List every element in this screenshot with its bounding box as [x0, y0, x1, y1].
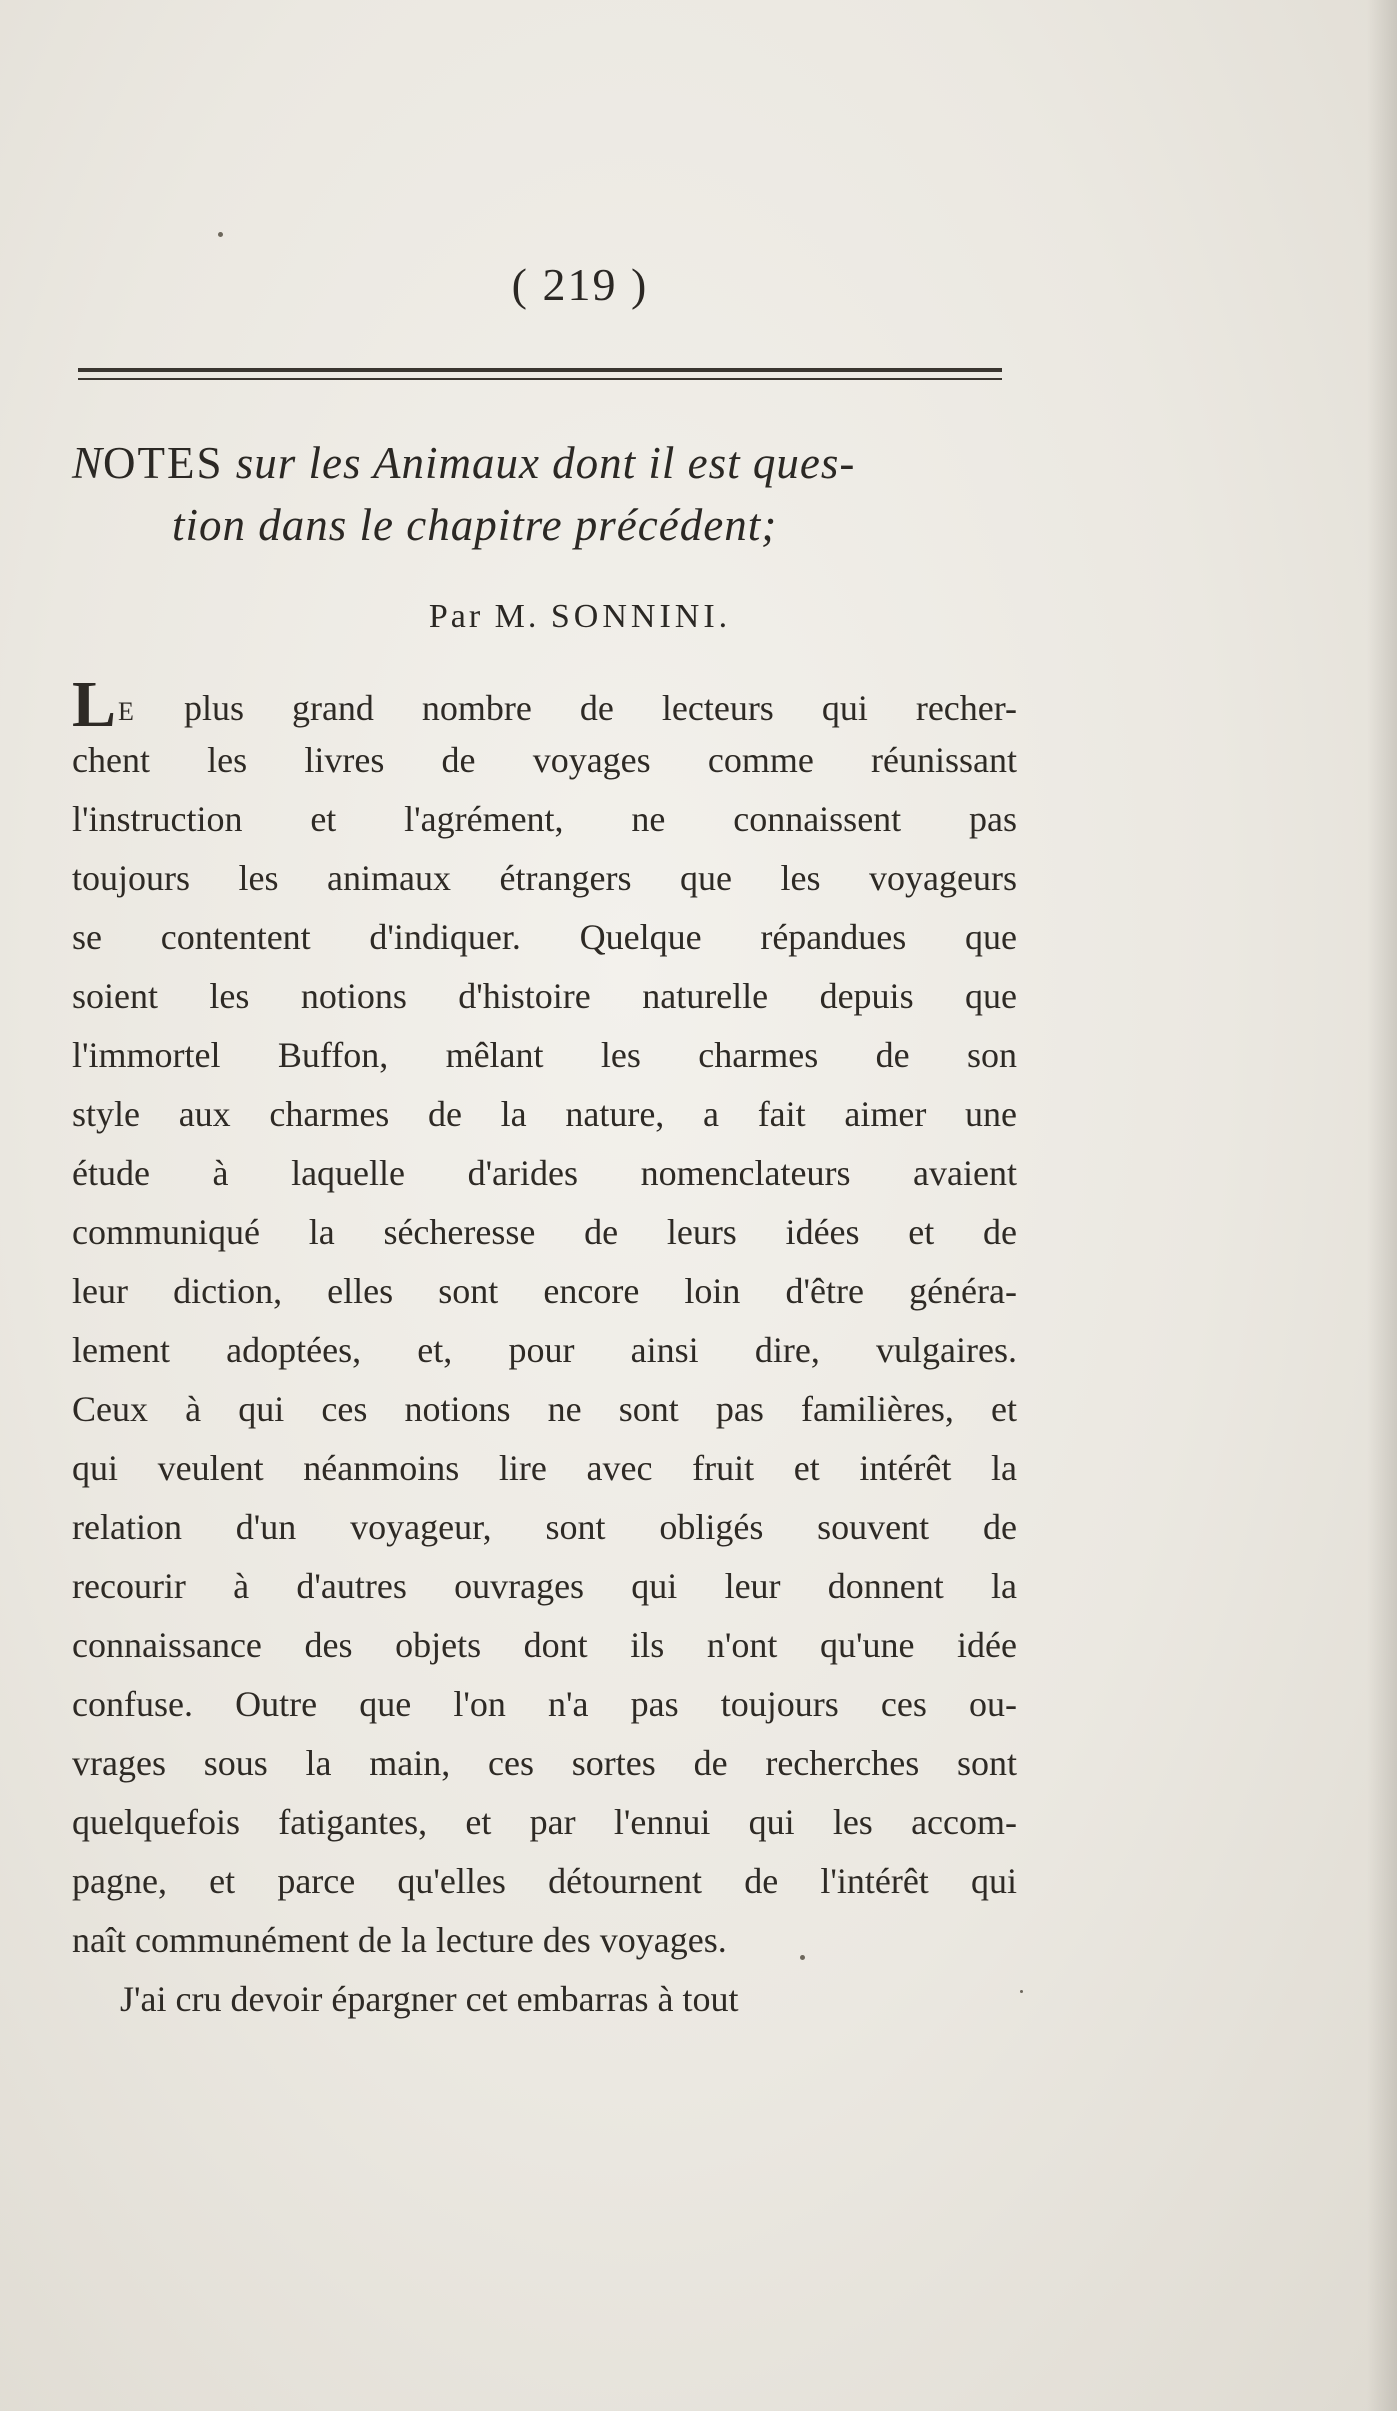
- title-line-1: [72, 432, 1012, 494]
- text-line: toujours les animaux étrangers que les voyageurs: [72, 858, 1017, 898]
- text-line: communiqué la sécheresse de leurs idées et de: [72, 1212, 1017, 1252]
- text-line: qui veulent néanmoins lire avec fruit et intérêt la: [72, 1448, 1017, 1488]
- paper-speck: [1020, 1990, 1023, 1993]
- header-rule-thin: [78, 378, 1002, 380]
- text-line: quelquefois fatigantes, et par l'ennui qui les accom-: [72, 1802, 1017, 1842]
- drop-cap: L: [72, 672, 117, 731]
- text-line: Ceux à qui ces notions ne sont pas familières, et: [72, 1389, 1017, 1429]
- paragraph-1-line-1-rest: plus grand nombre de lecteurs qui recher-: [183, 688, 1017, 728]
- title-first-word-initial: N: [72, 438, 104, 488]
- paragraph-1-line-1: [72, 672, 1017, 731]
- paper-speck: [800, 1955, 805, 1960]
- text-line: connaissance des objets dont ils n'ont qu'une idée: [72, 1625, 1017, 1665]
- text-line-paragraph-end: naît communément de la lecture des voyages.: [72, 1920, 727, 1960]
- title-line-1-rest: sur les Animaux dont il est ques-: [235, 438, 856, 488]
- page-number: ( 219 ): [511, 259, 649, 310]
- header-rule-thick: [78, 368, 1002, 372]
- text-line: vrages sous la main, ces sortes de recherches sont: [72, 1743, 1017, 1783]
- text-line: relation d'un voyageur, sont obligés souvent de: [72, 1507, 1017, 1547]
- text-line: l'instruction et l'agrément, ne connaissent pas: [72, 799, 1017, 839]
- body-text: [72, 672, 1017, 2029]
- paragraph-2-line-1: J'ai cru devoir épargner cet embarras à tout: [120, 1979, 739, 2019]
- title-first-word-rest: OTES: [103, 438, 224, 488]
- title-line-2: tion dans le chapitre précédent;: [172, 500, 778, 550]
- text-line: leur diction, elles sont encore loin d'être généra-: [72, 1271, 1017, 1311]
- text-line: soient les notions d'histoire naturelle depuis que: [72, 976, 1017, 1016]
- byline-prefix: Par M.: [428, 598, 540, 635]
- paper-speck: [218, 232, 223, 237]
- section-title: [72, 432, 1012, 556]
- page-edge-shadow: [1367, 0, 1397, 2411]
- text-line: pagne, et parce qu'elles détournent de l'intérêt qui: [72, 1861, 1017, 1901]
- author-name: SONNINI.: [550, 598, 732, 635]
- byline: [0, 598, 1160, 636]
- text-line: étude à laquelle d'arides nomenclateurs avaient: [72, 1153, 1017, 1193]
- drop-cap-rest: E: [118, 697, 136, 726]
- text-line: lement adoptées, et, pour ainsi dire, vulgaires.: [72, 1330, 1017, 1370]
- text-line: se contentent d'indiquer. Quelque répandues que: [72, 917, 1017, 957]
- text-line: l'immortel Buffon, mêlant les charmes de son: [72, 1035, 1017, 1075]
- text-line: style aux charmes de la nature, a fait aimer une: [72, 1094, 1017, 1134]
- text-line: confuse. Outre que l'on n'a pas toujours ces ou-: [72, 1684, 1017, 1724]
- text-line: chent les livres de voyages comme réunissant: [72, 740, 1017, 780]
- text-line: recourir à d'autres ouvrages qui leur donnent la: [72, 1566, 1017, 1606]
